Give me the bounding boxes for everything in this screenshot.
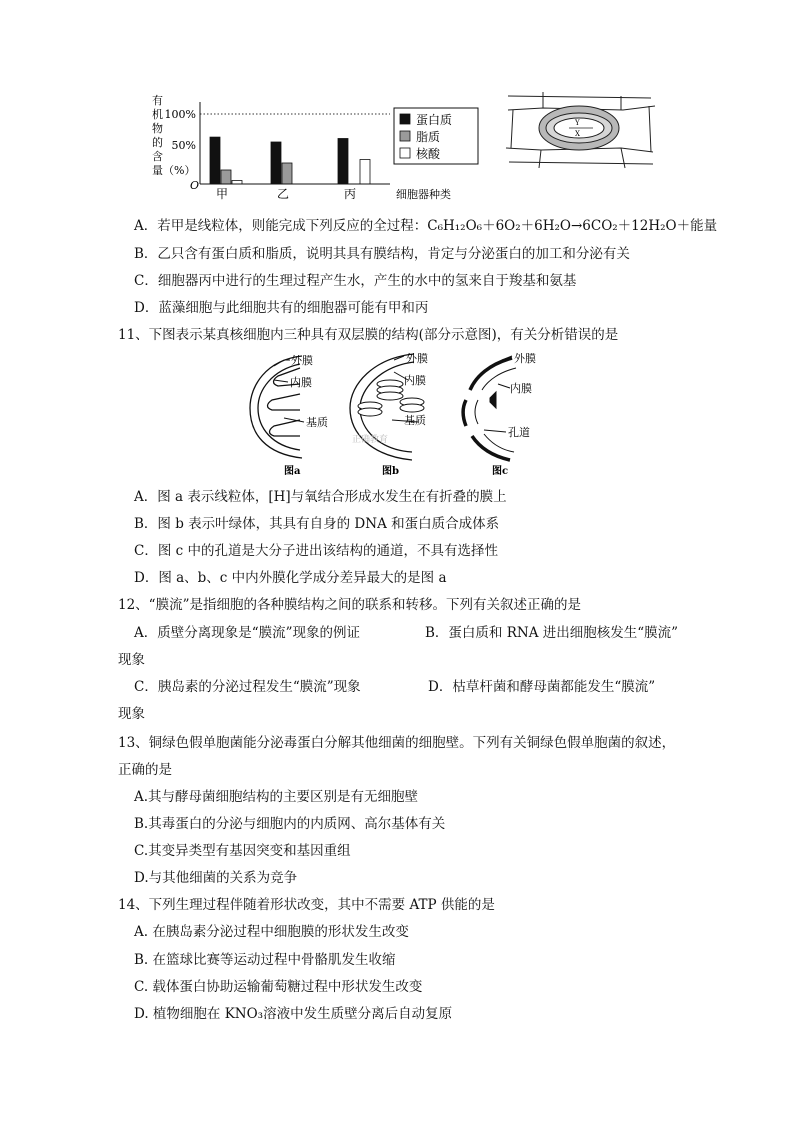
figure-b-inner-label: 内膜 [404, 374, 426, 387]
q10-option-c: C．细胞器丙中进行的生理过程产生水，产生的水中的氢来自于羧基和氨基 [134, 273, 577, 289]
label-x: X [575, 130, 580, 138]
q10-option-a: A．若甲是线粒体，则能完成下列反应的全过程：C₆H₁₂O₆＋6O₂＋6H₂O→6CO₂＋12H₂O＋能量 [134, 218, 718, 234]
legend-swatch [400, 131, 410, 141]
figure-b-outer-label: 外膜 [406, 352, 428, 365]
figure-c-outer-label: 外膜 [514, 352, 536, 365]
q11-option-c: C．图 c 中的孔道是大分子进出该结构的通道，不具有选择性 [134, 543, 498, 559]
q13-stem-line1: 13、铜绿色假单胞菌能分泌毒蛋白分解其他细菌的细胞壁。下列有关铜绿色假单胞菌的叙述， [118, 735, 676, 751]
y-axis-title-part: 含 [152, 150, 163, 163]
legend-swatch [400, 148, 410, 158]
legend-swatch [400, 114, 410, 124]
q13-option-d: D.与其他细菌的关系为竞争 [134, 870, 298, 886]
figure-c-inner-label: 内膜 [510, 382, 532, 395]
q13-option-b: B.其毒蛋白的分泌与细胞内的内质网、高尔基体有关 [134, 816, 446, 832]
y-axis-title [152, 94, 195, 177]
figure-c-caption: 图c [492, 466, 509, 477]
y-axis-title-part: 物 [152, 122, 163, 135]
x-axis-title: 细胞器种类 [396, 188, 451, 201]
x-category-label: 乙 [277, 187, 290, 201]
bars [210, 137, 370, 184]
y-axis-title-part: 量（%） [152, 164, 196, 177]
q12-option-d: D．枯草杆菌和酵母菌都能发生“膜流” [428, 679, 656, 695]
origin-label: O [190, 179, 200, 192]
figure-a-mitochondrion [250, 356, 302, 458]
q12-option-b: B．蛋白质和 RNA 进出细胞核发生“膜流” [425, 625, 679, 641]
q11-option-d: D．图 a、b、c 中内外膜化学成分差异最大的是图 a [134, 570, 447, 586]
q13-option-a: A.其与酵母菌细胞结构的主要区别是有无细胞壁 [134, 789, 419, 805]
q13-option-c: C.其变异类型有基因突变和基因重组 [134, 843, 351, 859]
figure-a-outer-label: 外膜 [291, 354, 313, 367]
bar-丙-核酸 [360, 160, 370, 185]
bar-甲-脂质 [221, 170, 231, 184]
y-axis-title-part: 有 [152, 94, 163, 107]
q14-option-d: D. 植物细胞在 KNO₃溶液中发生质壁分离后自动复原 [134, 1006, 453, 1022]
figure-a-inner-label: 内膜 [290, 376, 312, 389]
q11-option-a: A．图 a 表示线粒体，[H]与氧结合形成水发生在有折叠的膜上 [134, 489, 507, 505]
y-tick-100: 100% [164, 108, 196, 121]
q12-option-c: C．胰岛素的分泌过程发生“膜流”现象 [134, 679, 361, 695]
q10-option-d: D．蓝藻细胞与此细胞共有的细胞器可能有甲和丙 [134, 300, 429, 316]
q14-option-c: C. 载体蛋白协助运输葡萄糖过程中形状发生改变 [134, 979, 423, 995]
x-category-label: 丙 [344, 187, 357, 201]
legend-label: 蛋白质 [416, 113, 453, 127]
bar-乙-蛋白质 [271, 142, 281, 184]
label-y: Y [575, 119, 580, 127]
q14-option-a: A. 在胰岛素分泌过程中细胞膜的形状发生改变 [134, 924, 409, 940]
bar-chart [138, 92, 488, 204]
q14-stem: 14、下列生理过程伴随着形状改变，其中不需要 ATP 供能的是 [118, 897, 495, 913]
bar-甲-蛋白质 [210, 137, 220, 184]
figure-c-nuclear-envelope [463, 358, 512, 460]
bar-乙-脂质 [282, 163, 292, 184]
x-category-labels [216, 187, 356, 201]
bar-丙-蛋白质 [338, 139, 348, 185]
svg-text:有机物的含量（%） [152, 94, 195, 177]
q12-option-d-continued: 现象 [118, 706, 145, 722]
figure-c-pore-label: 孔道 [508, 426, 530, 439]
figure-b-caption: 图b [382, 466, 399, 477]
q11-option-b: B．图 b 表示叶绿体，其具有自身的 DNA 和蛋白质合成体系 [134, 516, 500, 532]
y-tick-50: 50% [171, 139, 196, 152]
legend [394, 108, 478, 164]
legend-label: 核酸 [416, 147, 441, 161]
bar-甲-核酸 [232, 181, 242, 185]
q13-stem-line2: 正确的是 [118, 762, 172, 778]
watermark: 正确教育 [352, 435, 389, 445]
q12-stem: 12、“膜流”是指细胞的各种膜结构之间的联系和转移。下列有关叙述正确的是 [118, 597, 581, 613]
legend-label: 脂质 [416, 130, 441, 144]
figure-a-caption: 图a [284, 466, 301, 477]
q10-option-b: B．乙只含有蛋白质和脂质，说明其具有膜结构，肯定与分泌蛋白的加工和分泌有关 [134, 246, 630, 262]
y-axis-title-part: 机 [152, 108, 163, 121]
q11-stem: 11、下图表示某真核细胞内三种具有双层膜的结构(部分示意图)，有关分析错误的是 [118, 327, 619, 343]
x-category-label: 甲 [216, 187, 229, 201]
y-axis-title-part: 的 [152, 136, 163, 149]
figure-a-matrix-label: 基质 [306, 416, 328, 429]
plant-cell-figure [503, 90, 659, 170]
q12-option-a: A．质壁分离现象是“膜流”现象的例证 [134, 625, 361, 641]
q12-option-b-continued: 现象 [118, 652, 145, 668]
figure-b-matrix-label: 基质 [404, 414, 426, 427]
membrane-figures [244, 350, 550, 478]
q14-option-b: B. 在篮球比赛等运动过程中骨骼肌发生收缩 [134, 952, 396, 968]
